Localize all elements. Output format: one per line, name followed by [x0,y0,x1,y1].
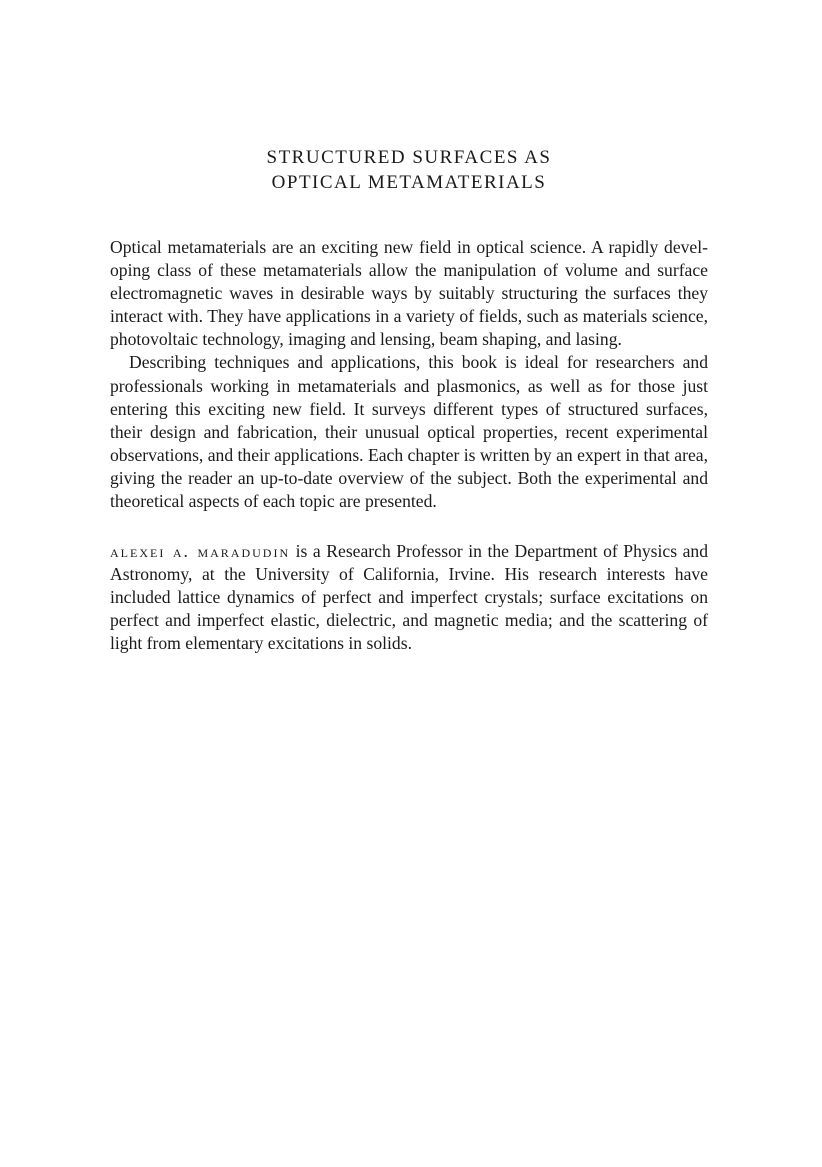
book-title [110,145,708,195]
book-title-line-2: OPTICAL METAMATERIALS [271,172,547,193]
author-name: alexei a. maradudin [110,541,291,561]
author-bio-text: is a Research Professor in the Department of Physics and Astronomy, at the University of California, Irvine. His research interests have included lattice dynamics of perfect and imperfect crystals; surface excitations on perfect and imperfect elastic, dielectric, and magnetic media; and the scattering of light from elementary excitations in solids. [110,541,708,654]
author-biography [110,540,708,655]
book-description [110,236,708,513]
description-paragraph-1: Optical metamaterials are an exciting new field in optical science. A rapidly developing class of these metamaterials allow the manipulation of volume and surface electromagnetic waves in desirable ways by suitably structuring the surfaces they interact with. They have applications in a variety of fields, such as materials science, photovoltaic technology, imaging and lensing, beam shaping, and lasing. [110,237,708,350]
book-front-matter-page [110,0,708,1167]
description-paragraph-2: Describing techniques and applications, this book is ideal for researchers and professionals working in metamaterials and plasmonics, as well as for those just entering this exciting new field. It surveys different types of structured surfaces, their design and fabrication, their unusual optical properties, recent experimental observations, and their applications. Each chapter is written by an expert in that area, giving the reader an up-to-date overview of the subject. Both the experimental and theoretical aspects of each topic are presented. [110,352,708,512]
book-title-line-1: STRUCTURED SURFACES AS [266,147,552,168]
